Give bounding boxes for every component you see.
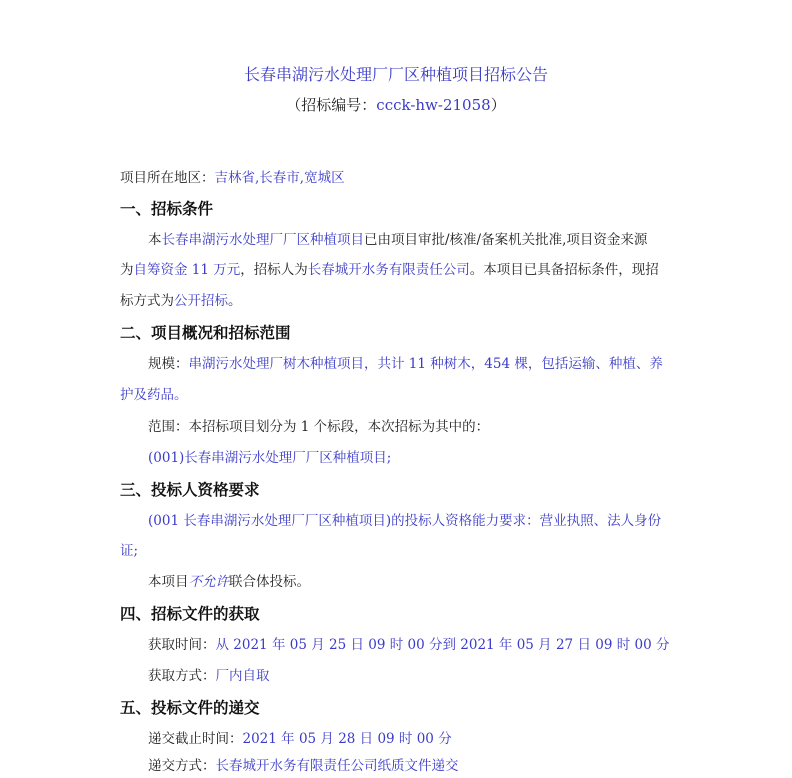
acquisition-method-label: 获取方式： [148,668,216,684]
submission-method-value: 长春城开水务有限责任公司纸质文件递交 [215,758,459,774]
acquisition-method [148,666,270,686]
submission-deadline-value: 2021 年 05 月 28 日 09 时 00 分 [242,731,452,747]
joint-bid-status: 不允许 [188,574,229,590]
lot-item: (001)长春串湖污水处理厂厂区种植项目; [148,450,392,466]
acquisition-time-value: 从 2021 年 05 月 25 日 09 时 00 分到 2021 年 05 月 27 日 09 时 00 分 [215,637,670,653]
submission-deadline [148,729,452,749]
qualification-line-2: 证; [120,543,139,559]
joint-bid-note [148,572,310,592]
region-value: 吉林省,长春市,宽城区 [214,170,345,186]
text: ，招标人为 [240,262,308,278]
submission-method [148,756,459,776]
conditions-line-1 [148,230,647,250]
text: 。本项目已具备招标条件，现招 [469,262,659,278]
tender-method: 公开招标 [174,293,228,309]
tender-number-prefix: （招标编号： [286,96,377,114]
acquisition-time-label: 获取时间： [148,637,216,653]
text: 联合体投标。 [229,574,310,590]
submission-method-label: 递交方式： [148,758,216,774]
scale-label: 规模： [148,356,189,372]
scale-line-2: 护及药品。 [120,387,188,403]
section-heading-bid-submission: 五、投标文件的递交 [120,699,260,717]
scale-text: 串湖污水处理厂树木种植项目，共计 11 种树木，454 棵，包括运输、种植、养 [188,356,663,372]
section-heading-document-acquisition: 四、招标文件的获取 [120,605,260,623]
acquisition-time [148,635,669,655]
scope-text: 范围：本招标项目划分为 1 个标段，本次招标为其中的： [148,419,490,435]
text: 。 [228,293,242,309]
tender-number-suffix: ） [490,96,506,114]
text: 标方式为 [120,293,174,309]
acquisition-method-value: 厂内自取 [215,668,270,684]
fund-source: 自筹资金 11 万元 [133,262,241,278]
project-name: 长春串湖污水处理厂厂区种植项目 [161,232,364,248]
conditions-line-3 [120,291,242,311]
text: 本 [148,232,162,248]
section-heading-tender-conditions: 一、招标条件 [120,200,214,218]
page-title: 长春串湖污水处理厂厂区种植项目招标公告 [243,65,548,84]
text: 本项目 [148,574,189,590]
tender-number [0,94,792,115]
project-region [120,168,345,188]
tenderer-name: 长春城开水务有限责任公司 [307,262,470,278]
section-heading-bidder-qualifications: 三、投标人资格要求 [120,481,260,499]
submission-deadline-label: 递交截止时间： [148,731,243,747]
tender-number-code: ccck-hw-21058 [376,96,491,114]
qualification-line-1: (001 长春串湖污水处理厂厂区种植项目)的投标人资格能力要求：营业执照、法人身份 [148,513,662,529]
conditions-line-2 [120,260,659,280]
text: 已由项目审批/核准/备案机关批准,项目资金来源 [364,232,648,248]
scale-line-1 [148,354,663,374]
section-heading-project-overview: 二、项目概况和招标范围 [120,324,291,342]
text: 为 [120,262,134,278]
region-label: 项目所在地区： [120,170,215,186]
